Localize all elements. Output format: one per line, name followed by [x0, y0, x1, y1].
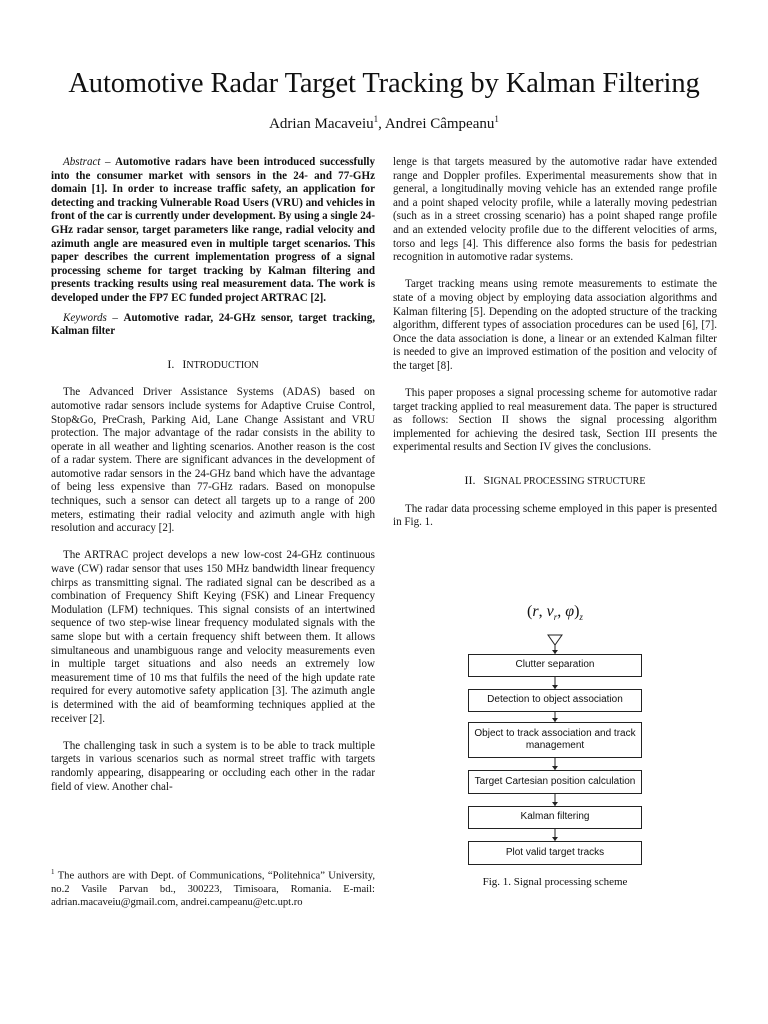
section-heading-introduction	[51, 358, 375, 373]
author-1: Adrian Macaveiu	[269, 116, 374, 132]
authors	[0, 109, 768, 134]
right-paragraph-2: Target tracking means using remote measurements to estimate the state of a moving object by employing data association algorithms and Kalman filtering [5]. Depending on the adopted structure of the tracking algorithm, different types of association procedures can be used [6], [7]. Once the data association is done, a linear or an extended Kalman filter is needed to give an improved estimation of the position and velocity of the target [8].	[393, 278, 717, 372]
section-number: II.	[464, 473, 476, 488]
section-title-rest: IGNAL PROCESSING STRUCTURE	[490, 476, 646, 488]
abstract-label: Abstract	[63, 156, 101, 168]
section-title-rest: NTRODUCTION	[186, 359, 259, 371]
footnote-text: The authors are with Dept. of Communications, “Politehnica” University, no.2 Vasile Parvan bd., 300223, Timisoara, Romania. E-mail: adrian.macaveiu@gmail.com, andrei.campeanu@etc.upt.ro	[51, 870, 375, 908]
flow-box-cartesian-position: Target Cartesian position calculation	[468, 770, 642, 794]
figure-signal-processing-scheme	[393, 601, 717, 901]
keywords-label: Keywords	[63, 311, 107, 324]
section2-paragraph: The radar data processing scheme employed in this paper is presented in Fig. 1.	[393, 502, 717, 529]
affiliation-mark-2: 1	[494, 114, 499, 124]
flow-box-clutter-separation: Clutter separation	[468, 654, 642, 677]
section-number: I.	[167, 356, 175, 371]
flow-box-kalman-filtering: Kalman filtering	[468, 806, 642, 829]
abstract-text: Automotive radars have been introduced successfully into the consumer market with sensors in the 24- and 77-GHz domain [1]. In order to increase traffic safety, an application for detecting and tracking Vulnerable Road Users (VRU) and vehicles in front of the car is currently under development. By using a single 24-GHz radar sensor, target parameters like range, radial velocity and azimuth angle are measured even in multiple target scenarios. This paper describes the current implementation progress of a signal processing scheme for target tracking by Kalman filtering and presents tracking results using real measurement data. The work is developed under the FP7 EC funded project ARTRAC [2].	[51, 156, 375, 304]
abstract-dash: –	[100, 156, 116, 168]
affiliation-mark-1: 1	[373, 114, 379, 124]
flow-box-plot-tracks: Plot valid target tracks	[468, 841, 642, 865]
figure-caption: Fig. 1. Signal processing scheme	[482, 876, 628, 888]
keywords	[51, 312, 375, 339]
flow-box-object-to-track: Object to track association and track management	[468, 722, 642, 758]
left-column	[51, 156, 375, 794]
paper-title: Automotive Radar Target Tracking by Kalman Filtering	[68, 68, 700, 99]
keywords-dash: –	[106, 311, 124, 324]
section-title-first-letter: I	[182, 356, 187, 371]
section-title-first-letter: S	[483, 473, 491, 488]
author-2: Andrei Câmpeanu	[384, 116, 495, 132]
abstract	[51, 156, 375, 306]
input-triangle-marker	[548, 635, 562, 645]
intro-paragraph-1: The Advanced Driver Assistance Systems (ADAS) based on automotive radar sensors include systems for Adaptive Cruise Control, Stop&Go, PreCrash, Parking Aid, Lane Change Assistant and VRU protection. The major advantage of the radar consists in the ability to operate in all weather and lighting scenarios. Another reason is the cost of a radar system. There are significant advances in the development of automotive radar sensors in the 24-GHz band which have the advantage of being less expensive than 77-GHz radars. Based on monopulse techniques, such a sensor can detect all targets up to a range of 200 meters, estimating their radial velocity and azimuth angle with high resolution and accuracy [2].	[51, 386, 375, 535]
figure-input-vector: (r, $v_r$, $\varphi)_z$	[527, 603, 583, 623]
keywords-text: Automotive radar, 24-GHz sensor, target tracking, Kalman filter	[51, 311, 375, 338]
footnote	[51, 866, 375, 909]
flow-box-detection-to-object: Detection to object association	[468, 689, 642, 712]
right-paragraph-1: lenge is that targets measured by the automotive radar have extended range and Doppler profiles. Experimental measurements show that in general, a longitudinally moving vehicle has an extended range profile and a point shaped velocity profile, while a laterally moving pedestrian (such as in a street crossing scenario) has a point shaped range profile and an extended velocity profile due to the different velocities of arms, torso and legs [4]. This difference also forms the basis for pedestrian recognition in automotive radar systems.	[393, 156, 717, 264]
intro-paragraph-2: The ARTRAC project develops a new low-cost 24-GHz continuous wave (CW) radar sensor that uses 150 MHz bandwidth linear frequency chirps as transmitting signal. The radiated signal can be described as a combination of Frequency Shift Keying (FSK) and Linear Frequency Modulation (LFM) techniques. This signal consists of an intertwined sequence of two step-wise linear frequency modulated signals with the same slope but with a certain frequency shift between them. It allows simultaneous and unambiguous range and velocity measurements even in multiple target situations and also needs an extremely low measurement time of 10 ms that fulfils the need of the high update rate required for every automotive safety application [3]. The azimuth angle is determined with the aid of beamforming techniques applied at the receiver [2].	[51, 549, 375, 725]
right-paragraph-3: This paper proposes a signal processing scheme for automotive radar target tracking applied to real measurement data. The paper is structured as follows: Section II shows the signal processing algorithm implemented for achieving the desired task, Section III presents the experimental results and Section IV gives the conclusions.	[393, 387, 717, 454]
section-heading-signal-processing	[393, 474, 717, 489]
intro-paragraph-3: The challenging task in such a system is to be able to track multiple targets in various scenarios such as normal street traffic with targets randomly appearing, disappearing or occluding each other in the radar field of view. Another chal-	[51, 739, 375, 793]
footnote-mark: 1	[51, 868, 55, 876]
right-column	[393, 156, 717, 530]
author-separator: ,	[378, 116, 385, 132]
